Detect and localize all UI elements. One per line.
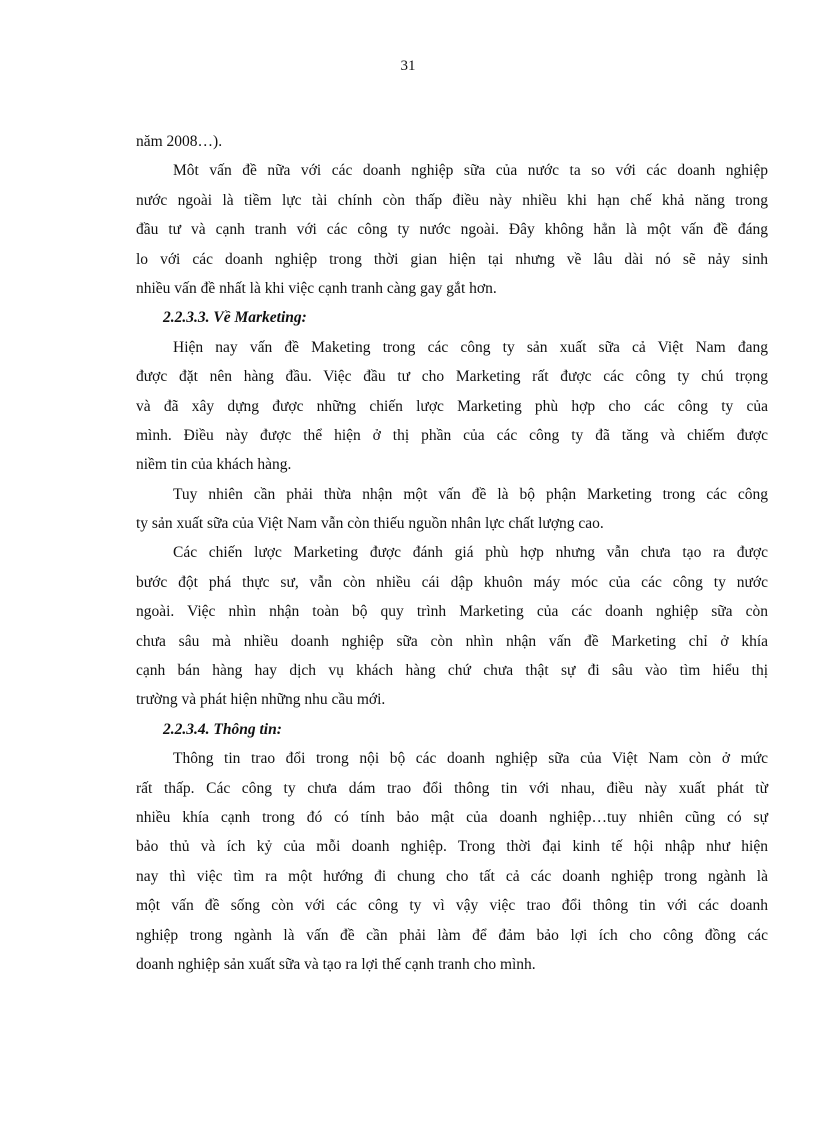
text-line: Các chiến lược Marketing được đánh giá phù hợp nhưng vẫn chưa tạo ra được [173,544,768,562]
text-line: nhiều khía cạnh trong đó có tính bảo mật của doanh nghiệp…tuy nhiên cũng có sự [136,808,768,826]
text-line: trường và phát hiện những nhu cầu mới. [136,691,386,709]
paragraph [136,480,768,539]
text-line: mình. Điều này được thể hiện ở thị phần của các công ty đã tăng và chiếm được [136,426,768,444]
text-line: năm 2008…). [136,133,223,150]
text-line: chưa sâu mà nhiều doanh nghiệp sữa còn nhìn nhận vấn đề Marketing chỉ ở khía [136,632,768,650]
text-line: nước ngoài là tiềm lực tài chính còn thấp điều này nhiều khi hạn chế khả năng trong [136,191,768,209]
text-line: nhiều vấn đề nhất là khi việc cạnh tranh càng gay gắt hơn. [136,279,497,297]
text-line: bảo thủ và ích kỷ của mỗi doanh nghiệp. Trong thời đại kinh tế hội nhập như hiện [136,838,768,856]
text-line: Môt vấn đề nữa với các doanh nghiệp sữa của nước ta so với các doanh nghiệp [173,162,768,180]
text-line: Tuy nhiên cần phải thừa nhận một vấn đề là bộ phận Marketing trong các công [173,485,768,503]
text-line: đầu tư và cạnh tranh với các công ty nước ngoài. Đây không hẳn là một vấn đề đáng [136,221,768,239]
text-line: nghiệp trong ngành là vấn đề cần phải làm để đảm bảo lợi ích cho công đồng các [136,926,768,944]
paragraph [136,744,768,979]
text-line: ty sản xuất sữa của Việt Nam vẫn còn thiếu nguồn nhân lực chất lượng cao. [136,515,604,533]
text-line: được đặt nên hàng đầu. Việc đầu tư cho Marketing rất được các công ty chú trọng [136,368,768,386]
paragraph [136,333,768,480]
text-line: một vấn đề sống còn với các công ty vì vậy việc trao đổi thông tin với các doanh [136,897,768,915]
page-number: 31 [400,58,416,74]
text-line: cạnh bán hàng hay dịch vụ khách hàng chứ chưa thật sự đi sâu vào tìm hiểu thị [136,662,768,680]
text-line: doanh nghiệp sản xuất sữa và tạo ra lợi thế cạnh tranh cho mình. [136,955,536,973]
text-line: Hiện nay vấn đề Maketing trong các công ty sản xuất sữa cả Việt Nam đang [173,338,768,356]
text-line: lo với các doanh nghiệp trong thời gian hiện tại nhưng về lâu dài nó sẽ nảy sinh [136,250,768,268]
text-line: Thông tin trao đổi trong nội bộ các doanh nghiệp sữa của Việt Nam còn ở mức [173,750,768,768]
section-heading-marketing: 2.2.3.3. Về Marketing: [163,309,307,327]
paragraph [136,156,768,303]
document-body [136,127,768,979]
text-line: nay thì việc tìm ra một hướng đi chung cho tất cả các doanh nghiệp trong ngành là [136,867,768,885]
text-line: ngoài. Việc nhìn nhận toàn bộ quy trình Marketing của các doanh nghiệp sữa còn [136,603,768,621]
text-line: và đã xây dựng được những chiến lược Marketing phù hợp cho các công ty của [136,397,768,415]
paragraph [136,127,768,156]
section-heading-thong-tin: 2.2.3.4. Thông tin: [163,720,282,738]
text-line: niềm tin của khách hàng. [136,456,292,474]
paragraph [136,538,768,714]
text-line: bước đột phá thực sư, vẫn còn nhiều cái dập khuôn máy móc của các công ty nước [136,573,768,591]
text-line: rất thấp. Các công ty chưa dám trao đổi thông tin với nhau, điều này xuất phát từ [136,779,768,797]
